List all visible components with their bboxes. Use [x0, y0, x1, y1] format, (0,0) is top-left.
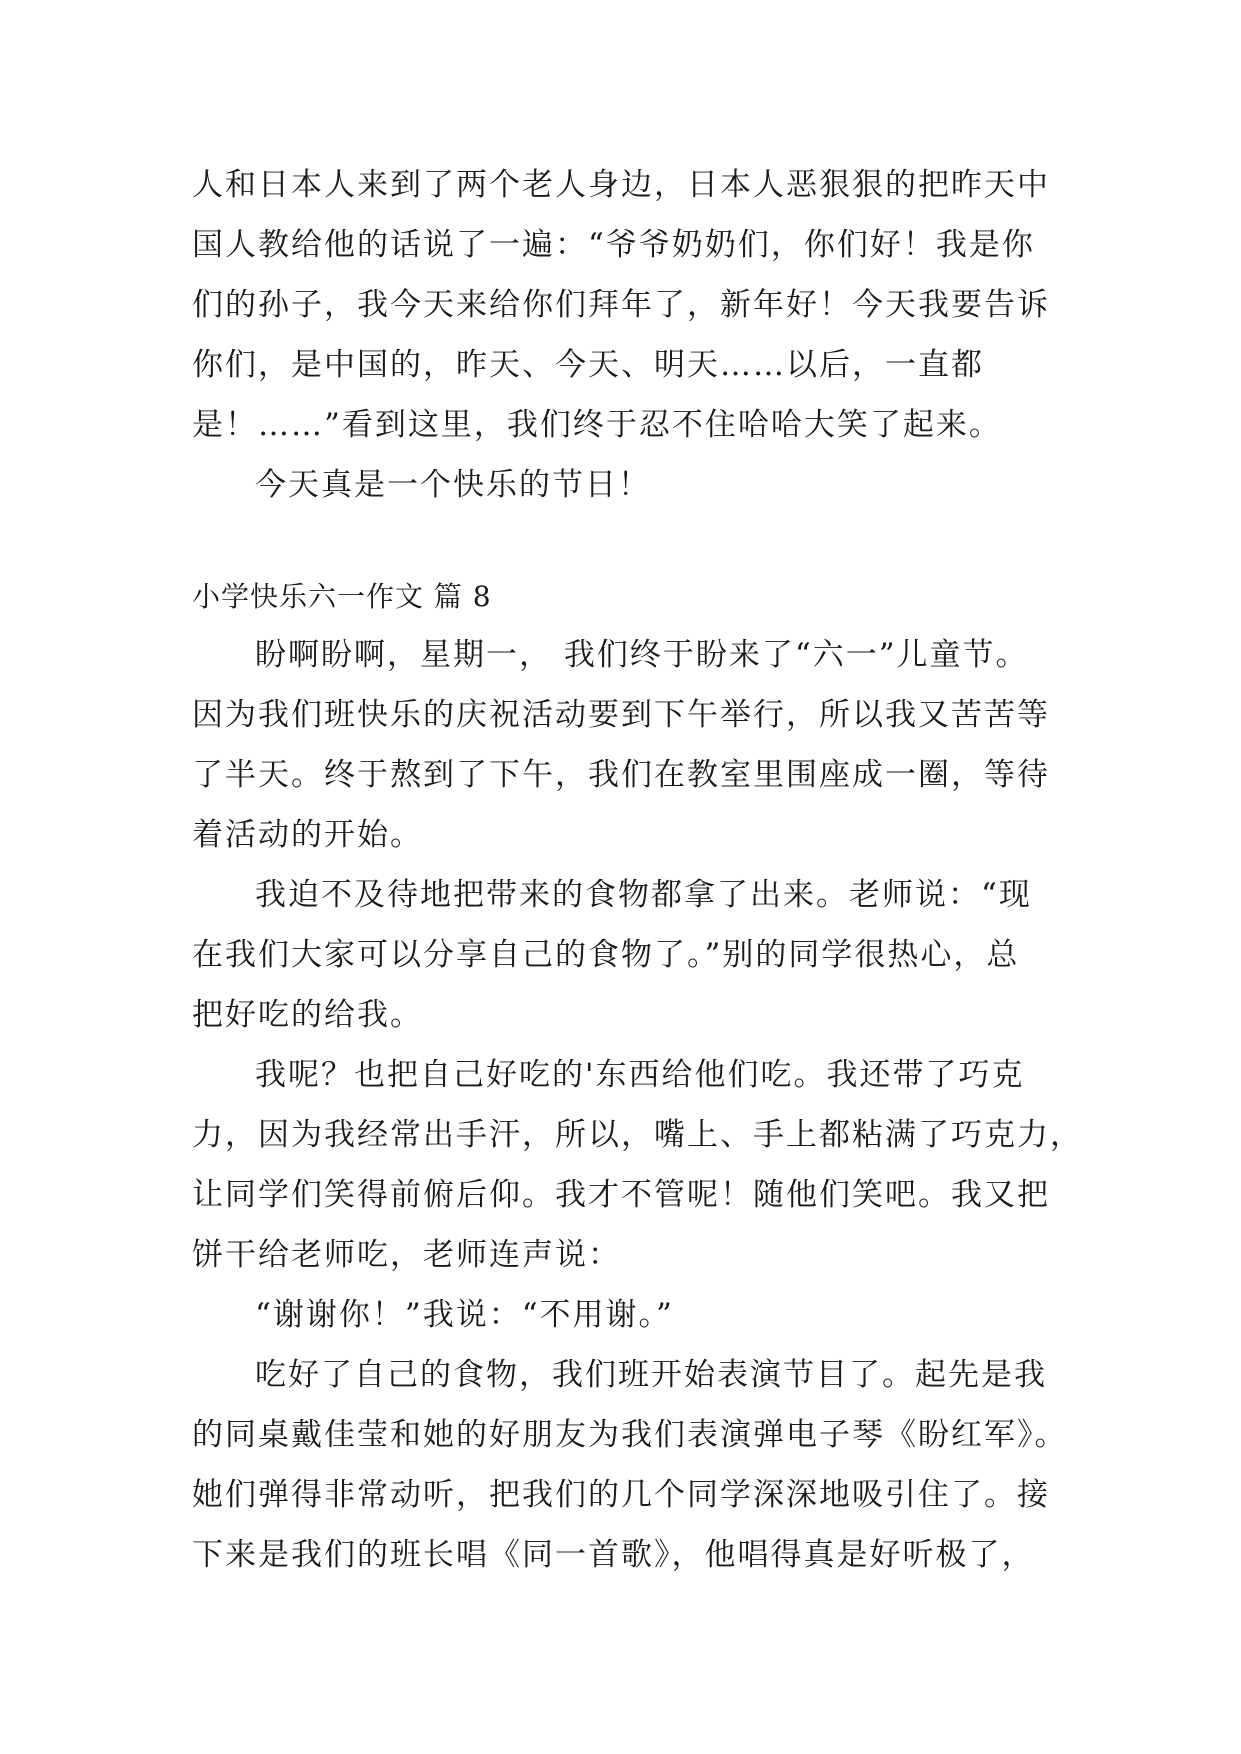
- text-line: “谢谢你！”我说：“不用谢。”: [255, 1297, 674, 1333]
- text-line: 国人教给他的话说了一遍：“爷爷奶奶们，你们好！我是你: [192, 227, 1035, 263]
- text-line: 在我们大家可以分享自己的食物了。”别的同学很热心，总: [192, 937, 1020, 973]
- text-line: 我迫不及待地把带来的食物都拿了出来。老师说：“现: [255, 877, 1032, 913]
- text-line: 因为我们班快乐的庆祝活动要到下午举行，所以我又苦苦等: [192, 697, 1050, 733]
- essay-title: 小学快乐六一作文 篇 8: [192, 580, 492, 613]
- text-line: 下来是我们的班长唱《同一首歌》，他唱得真是好听极了，: [192, 1537, 1035, 1573]
- text-line: 饼干给老师吃，老师连声说：: [192, 1237, 621, 1273]
- text-line: 她们弹得非常动听，把我们的几个同学深深地吸引住了。接: [192, 1477, 1050, 1513]
- text-line: 我呢？也把自己好吃的'东西给他们吃。我还带了巧克: [255, 1057, 1025, 1093]
- text-line: 你们，是中国的，昨天、今天、明天……以后，一直都: [192, 347, 984, 383]
- text-line: 着活动的开始。: [192, 817, 423, 853]
- text-line: 力，因为我经常出手汗，所以，嘴上、手上都粘满了巧克力，: [192, 1117, 1083, 1153]
- text-line: 让同学们笑得前俯后仰。我才不管呢！随他们笑吧。我又把: [192, 1177, 1050, 1213]
- text-line: 的同桌戴佳莹和她的好朋友为我们表演弹电子琴《盼红军》。: [192, 1417, 1068, 1453]
- text-line: 们的孙子，我今天来给你们拜年了，新年好！今天我要告诉: [192, 287, 1050, 323]
- text-line: 把好吃的给我。: [192, 997, 423, 1033]
- text-line: 是！……”看到这里，我们终于忍不住哈哈大笑了起来。: [192, 407, 1002, 443]
- text-line: 了半天。终于熬到了下午，我们在教室里围座成一圈，等待: [192, 757, 1050, 793]
- text-line: 人和日本人来到了两个老人身边，日本人恶狠狠的把昨天中: [192, 167, 1050, 203]
- text-line: 吃好了自己的食物，我们班开始表演节目了。起先是我: [255, 1357, 1047, 1393]
- text-line: 今天真是一个快乐的节日！: [255, 467, 651, 503]
- text-line: 盼啊盼啊，星期一， 我们终于盼来了“六一”儿童节。: [255, 637, 1029, 673]
